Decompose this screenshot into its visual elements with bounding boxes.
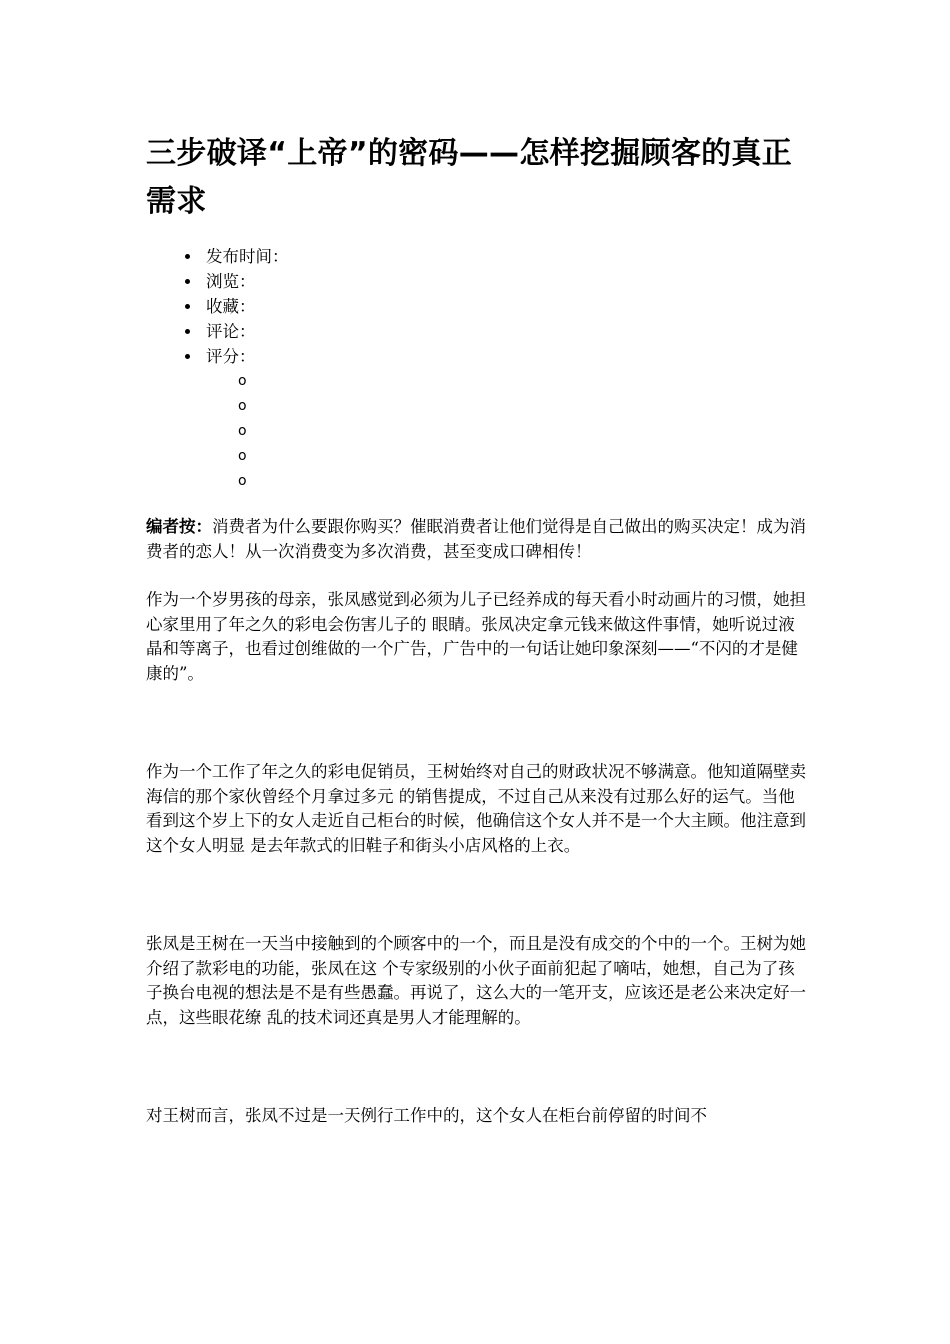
editor-note: [146, 515, 811, 564]
comments-label[interactable]: 评论：: [206, 322, 256, 341]
paragraph-1: 作为一个岁男孩的母亲，张凤感觉到必须为儿子已经养成的每天看小时动画片的习惯，她担心家里用了年之久的彩电会伤害儿子的 眼睛。张凤决定拿元钱来做这件事情，她听说过液晶和等离子，也看过创维做的一个广告，广告中的一句话让她印象深刻——“不闪的才是健康的”。: [146, 590, 806, 683]
rating-option-2[interactable]: o: [238, 398, 247, 414]
rating-option-1[interactable]: o: [238, 373, 247, 389]
publish-time-item: • 发布时间：: [202, 244, 811, 269]
rating-option-4[interactable]: o: [238, 448, 247, 464]
paragraph-4: 对王树而言，张凤不过是一天例行工作中的，这个女人在柜台前停留的时间不: [146, 1106, 707, 1125]
favorites-item[interactable]: [202, 294, 811, 319]
rating-label: 评分：: [206, 347, 256, 366]
paragraph-3: 张凤是王树在一天当中接触到的个顾客中的一个，而且是没有成交的个中的一个。王树为她介绍了款彩电的功能，张凤在这 个专家级别的小伙子面前犯起了嘀咕，她想，自己为了孩子换台电视的想法是不是有些愚蠢。再说了，这么大的一笔开支，应该还是老公来决定好一点，这些眼花缭 乱的技术词还真是男人才能理解的。: [146, 934, 806, 1027]
favorites-label[interactable]: 收藏：: [206, 297, 256, 316]
article-meta-list: [146, 244, 811, 494]
paragraph-2: 作为一个工作了年之久的彩电促销员，王树始终对自己的财政状况不够满意。他知道隔壁卖海信的那个家伙曾经个月拿过多元 的销售提成，不过自己从来没有过那么好的运气。当他看到这个岁上下的女人走近自己柜台的时候，他确信这个女人并不是一个大主顾。他注意到这个女人明显 是去年款式的旧鞋子和街头小店风格的上衣。: [146, 762, 806, 855]
rating-option-5[interactable]: o: [238, 473, 247, 489]
views-item: • 浏览：: [202, 269, 811, 294]
editor-note-text: 消费者为什么要跟你购买？催眠消费者让他们觉得是自己做出的购买决定！成为消费者的恋人！从一次消费变为多次消费，甚至变成口碑相传！: [146, 517, 806, 561]
rating-option-3[interactable]: o: [238, 423, 247, 439]
rating-item: [202, 344, 811, 494]
article: [146, 130, 811, 1129]
article-title: 三步破译“上帝”的密码——怎样挖掘顾客的真正需求: [146, 136, 793, 219]
comments-item[interactable]: [202, 319, 811, 344]
rating-options: [206, 369, 811, 494]
editor-note-label: 编者按：: [146, 517, 212, 536]
